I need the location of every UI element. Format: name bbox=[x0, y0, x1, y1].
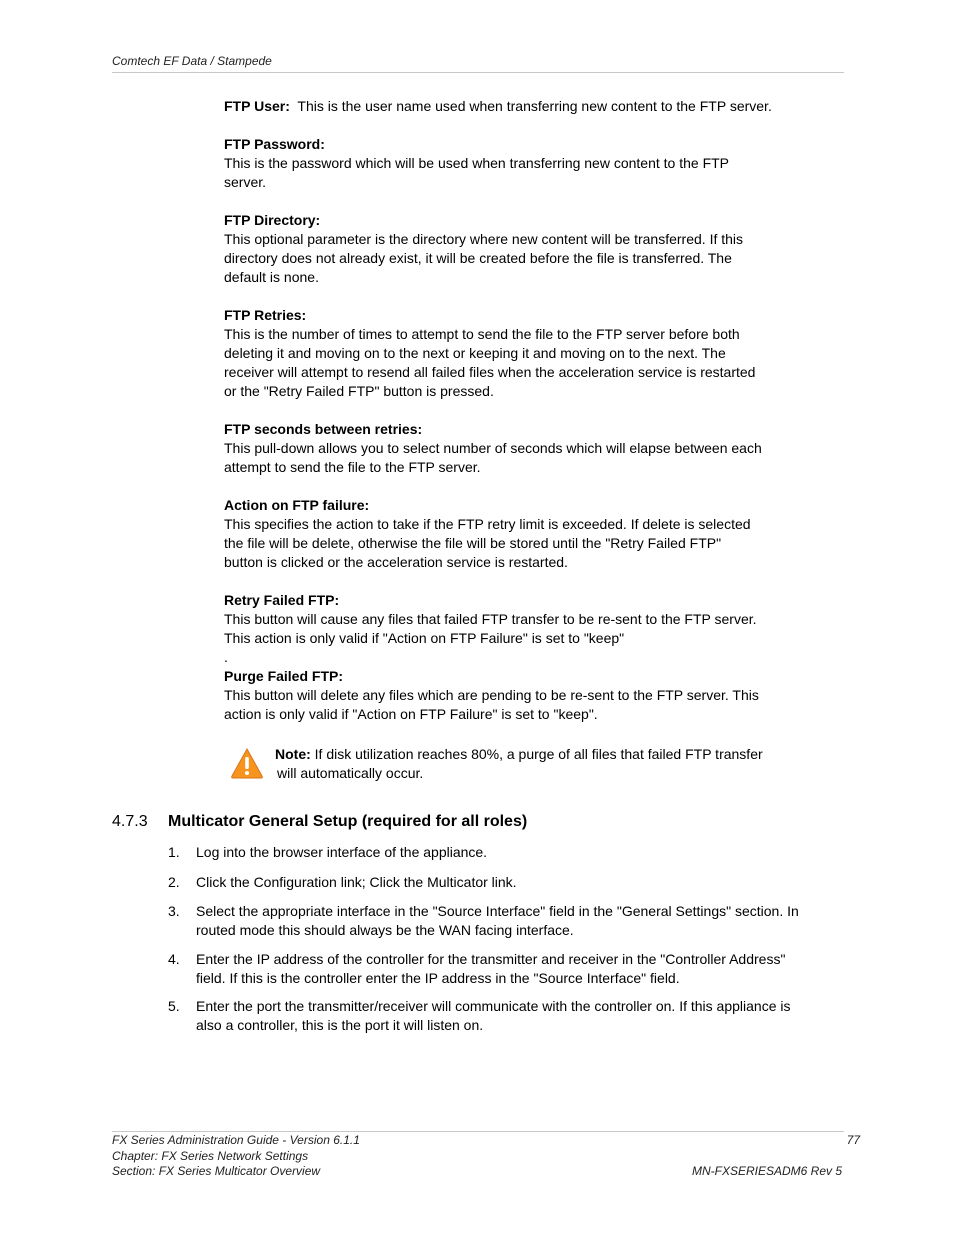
note-label: Note: bbox=[275, 746, 311, 762]
entry-line: directory does not already exist, it will be created before the file is transferred. The bbox=[224, 250, 732, 266]
entry-ftp-retries bbox=[224, 306, 784, 401]
step-number: 2. bbox=[168, 874, 180, 890]
footer-section: Section: FX Series Multicator Overview bbox=[112, 1164, 321, 1178]
step-line: field. If this is the controller enter the IP address in the "Source Interface" field. bbox=[196, 970, 680, 986]
entry-label: Action on FTP failure: bbox=[224, 497, 370, 513]
step-number: 1. bbox=[168, 844, 180, 860]
step-number: 4. bbox=[168, 951, 180, 967]
ftp-settings-descriptions bbox=[224, 97, 784, 743]
entry-retry-failed-ftp bbox=[224, 591, 784, 648]
note-line-2: will automatically occur. bbox=[277, 765, 424, 781]
entry-line: This pull-down allows you to select number of seconds which will elapse between each bbox=[224, 440, 762, 456]
entry-line: This specifies the action to take if the FTP retry limit is exceeded. If delete is selected bbox=[224, 516, 751, 532]
header-text: Comtech EF Data / Stampede bbox=[112, 54, 272, 68]
entry-line: server. bbox=[224, 174, 267, 190]
entry-label: FTP Password: bbox=[224, 136, 325, 152]
section-heading bbox=[112, 813, 832, 831]
stray-period: . bbox=[224, 649, 228, 665]
page-header bbox=[112, 54, 844, 73]
step-line: Click the Configuration link; Click the Multicator link. bbox=[196, 874, 517, 890]
entry-line: This button will cause any files that failed FTP transfer to be re-sent to the FTP server. bbox=[224, 611, 757, 627]
list-item bbox=[168, 950, 828, 988]
entry-line: receiver will attempt to resend all failed files when the acceleration service is restarted bbox=[224, 364, 756, 380]
entry-ftp-seconds-between-retries bbox=[224, 420, 784, 477]
entry-label: Purge Failed FTP: bbox=[224, 668, 344, 684]
entry-body: This is the user name used when transferring new content to the FTP server. bbox=[297, 98, 772, 114]
entry-ftp-directory bbox=[224, 211, 784, 287]
section-title: Multicator General Setup (required for all roles) bbox=[168, 813, 528, 830]
entry-purge-failed-ftp bbox=[224, 667, 784, 724]
entry-action-on-ftp-failure bbox=[224, 496, 784, 572]
step-line: also a controller, this is the port it will listen on. bbox=[196, 1017, 484, 1033]
entry-line: the file will be delete, otherwise the file will be stored until the "Retry Failed FTP" bbox=[224, 535, 722, 551]
page-number: 77 bbox=[846, 1133, 860, 1147]
entry-line: default is none. bbox=[224, 269, 319, 285]
list-item bbox=[168, 843, 828, 862]
step-number: 5. bbox=[168, 998, 180, 1014]
entry-line: This action is only valid if "Action on FTP Failure" is set to "keep" bbox=[224, 630, 625, 646]
entry-label: FTP Retries: bbox=[224, 307, 307, 323]
entry-line: deleting it and moving on to the next or keeping it and moving on to the next. The bbox=[224, 345, 726, 361]
note-line-1: If disk utilization reaches 80%, a purge of all files that failed FTP transfer bbox=[314, 746, 763, 762]
document-revision: MN-FXSERIESADM6 Rev 5 bbox=[691, 1164, 842, 1178]
step-line: Log into the browser interface of the appliance. bbox=[196, 844, 488, 860]
entry-line: button is clicked or the acceleration service is restarted. bbox=[224, 554, 568, 570]
entry-ftp-user bbox=[224, 97, 784, 116]
step-line: Enter the IP address of the controller for the transmitter and receiver in the "Controller Address" bbox=[196, 951, 786, 967]
list-item bbox=[168, 997, 828, 1035]
warning-icon bbox=[230, 747, 264, 779]
entry-label: FTP User: bbox=[224, 98, 290, 114]
step-line: Enter the port the transmitter/receiver will communicate with the controller on. If this appliance is bbox=[196, 998, 791, 1014]
step-line: Select the appropriate interface in the "Source Interface" field in the "General Settings" section. In bbox=[196, 903, 799, 919]
entry-label: FTP seconds between retries: bbox=[224, 421, 423, 437]
entry-line: This is the password which will be used when transferring new content to the FTP bbox=[224, 155, 730, 171]
entry-line: action is only valid if "Action on FTP Failure" is set to "keep". bbox=[224, 706, 598, 722]
note-text bbox=[275, 745, 785, 783]
step-line: routed mode this should always be the WAN facing interface. bbox=[196, 922, 574, 938]
entry-line: or the "Retry Failed FTP" button is pressed. bbox=[224, 383, 494, 399]
page-footer bbox=[112, 1131, 860, 1180]
entry-line: This is the number of times to attempt to send the file to the FTP server before both bbox=[224, 326, 740, 342]
footer-chapter: Chapter: FX Series Network Settings bbox=[112, 1148, 309, 1163]
steps-list bbox=[168, 843, 828, 1035]
entry-line: attempt to send the file to the FTP server. bbox=[224, 459, 481, 475]
entry-label: FTP Directory: bbox=[224, 212, 321, 228]
entry-label: Retry Failed FTP: bbox=[224, 592, 340, 608]
entry-ftp-password bbox=[224, 135, 784, 192]
section-number: 4.7.3 bbox=[112, 813, 148, 830]
entry-line: This button will delete any files which are pending to be re-sent to the FTP server. This bbox=[224, 687, 759, 703]
list-item bbox=[168, 902, 828, 940]
list-item bbox=[168, 873, 828, 892]
entry-line: This optional parameter is the directory where new content will be transferred. If this bbox=[224, 231, 744, 247]
footer-guide-title: FX Series Administration Guide - Version 6.1.1 bbox=[112, 1133, 360, 1147]
step-number: 3. bbox=[168, 903, 180, 919]
